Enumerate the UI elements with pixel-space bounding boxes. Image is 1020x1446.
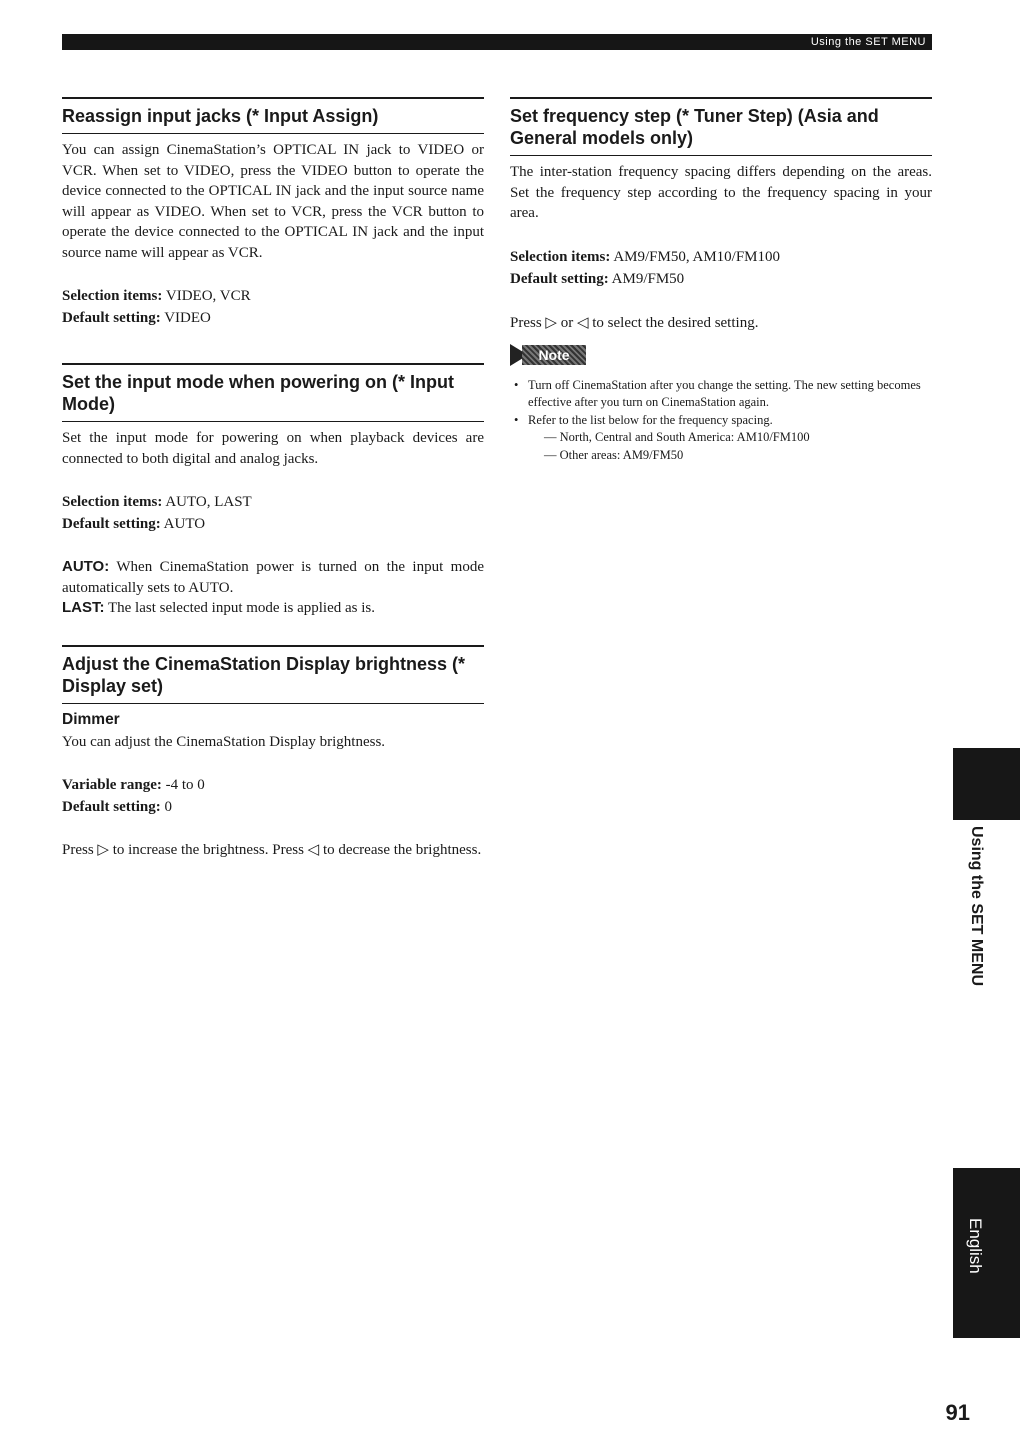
note-item: • Refer to the list below for the frequency spacing. — North, Central and South America: AM10/FM100 — Other areas: AM9/FM50 — [510, 412, 932, 465]
note-badge — [510, 344, 586, 366]
page-number: 91 — [945, 1400, 970, 1425]
section-input-mode — [62, 363, 484, 619]
default-setting: Default setting: 0 — [62, 799, 172, 815]
default-setting: Default setting: AM9/FM50 — [510, 270, 685, 287]
section-title: Reassign input jacks (* Input Assign) — [62, 97, 484, 134]
selection-instructions: Press ▷ or ◁ to select the desired setting. — [510, 314, 759, 331]
left-column — [62, 97, 484, 861]
section-body: The inter-station frequency spacing differs depending on the areas. Set the frequency step according to the frequency spacing in your area. — [510, 164, 932, 221]
note-label: Note — [522, 345, 586, 365]
selection-items: Selection items: VIDEO, VCR — [62, 288, 251, 304]
running-title: Using the SET MENU — [810, 36, 926, 48]
default-setting: Default setting: VIDEO — [62, 310, 211, 326]
brightness-instructions: Press ▷ to increase the brightness. Press ◁ to decrease the brightness. — [62, 842, 482, 858]
selection-items: Selection items: AM9/FM50, AM10/FM100 — [510, 248, 781, 265]
side-tab-language-label: English — [966, 1218, 985, 1274]
right-column — [510, 97, 932, 464]
note-list — [510, 377, 932, 465]
note-subitem: — North, Central and South America: AM10/FM100 — [544, 430, 810, 444]
section-body: You can adjust the CinemaStation Display brightness. — [62, 733, 386, 750]
note-item: • Turn off CinemaStation after you change the setting. The new setting becomes effective after you turn on CinemaStation again. — [514, 377, 921, 409]
section-title: Adjust the CinemaStation Display brightness (* Display set) — [62, 645, 484, 704]
section-title: Set frequency step (* Tuner Step) (Asia and General models only) — [510, 97, 932, 156]
note-subitem: — Other areas: AM9/FM50 — [544, 447, 684, 462]
subhead-dimmer: Dimmer — [62, 710, 120, 728]
auto-description: AUTO: When CinemaStation power is turned on the input mode automatically sets to AUTO. — [62, 558, 484, 596]
side-tab-section-label: Using the SET MENU — [968, 826, 985, 987]
section-input-assign — [62, 97, 484, 329]
section-body: Set the input mode for powering on when playback devices are connected to both digital and analog jacks. — [62, 430, 484, 467]
last-description: LAST: The last selected input mode is applied as is. — [62, 599, 375, 616]
side-tab-section — [953, 748, 1020, 820]
section-display-brightness — [62, 645, 484, 861]
header-bar — [62, 34, 932, 50]
section-title: Set the input mode when powering on (* Input Mode) — [62, 363, 484, 422]
default-setting: Default setting: AUTO — [62, 516, 206, 532]
side-tab-language — [953, 1168, 1020, 1338]
selection-items: Selection items: AUTO, LAST — [62, 494, 252, 510]
section-tuner-step — [510, 97, 932, 464]
variable-range: Variable range: -4 to 0 — [62, 777, 205, 793]
section-body: You can assign CinemaStation’s OPTICAL IN jack to VIDEO or VCR. When set to VIDEO, press the VIDEO button to operate the device connected to the OPTICAL IN jack and the input source name will appear as VIDEO. When set to VCR, press the VCR button to operate the device connected to the OPTICAL IN jack and the input source name will appear as VCR. — [62, 142, 484, 261]
